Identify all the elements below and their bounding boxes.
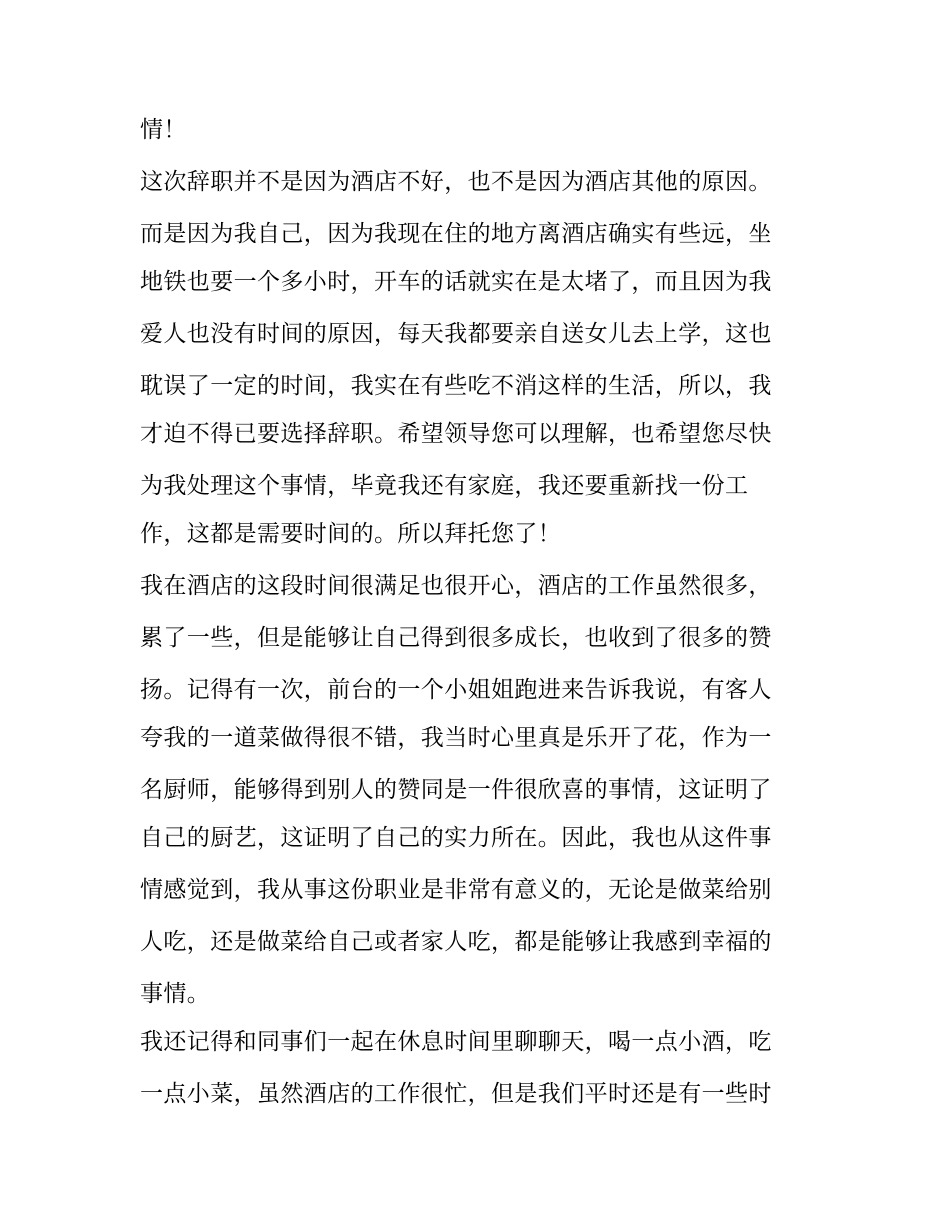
text-line: 耽误了一定的时间，我实在有些吃不消这样的生活，所以，我 — [140, 373, 772, 399]
text-line: 自己的厨艺，这证明了自己的实力所在。因此，我也从这件事 — [140, 825, 772, 851]
text-line: 名厨师，能够得到别人的赞同是一件很欣喜的事情，这证明了 — [140, 777, 772, 803]
text-line: 扬。记得有一次，前台的一个小姐姐跑进来告诉我说，有客人 — [140, 677, 772, 703]
text-line: 才迫不得已要选择辞职。希望领导您可以理解，也希望您尽快 — [140, 421, 772, 447]
text-line: 地铁也要一个多小时，开车的话就实在是太堵了，而且因为我 — [140, 269, 772, 295]
text-line: 夸我的一道菜做得很不错，我当时心里真是乐开了花，作为一 — [140, 725, 772, 751]
text-line: 而是因为我自己，因为我现在住的地方离酒店确实有些远，坐 — [140, 221, 772, 247]
text-line: 人吃，还是做菜给自己或者家人吃，都是能够让我感到幸福的 — [140, 929, 772, 955]
text-line: 为我处理这个事情，毕竟我还有家庭，我还要重新找一份工 — [140, 473, 749, 499]
text-line: 情！ — [140, 117, 187, 143]
text-line: 我在酒店的这段时间很满足也很开心，酒店的工作虽然很多， — [140, 573, 772, 599]
text-line: 事情。 — [140, 981, 211, 1007]
text-line: 一点小菜，虽然酒店的工作很忙，但是我们平时还是有一些时 — [140, 1081, 772, 1107]
text-line: 爱人也没有时间的原因，每天我都要亲自送女儿去上学，这也 — [140, 321, 772, 347]
text-line: 我还记得和同事们一起在休息时间里聊聊天，喝一点小酒，吃 — [140, 1029, 772, 1055]
text-line: 这次辞职并不是因为酒店不好，也不是因为酒店其他的原因。 — [140, 169, 772, 195]
text-line: 累了一些，但是能够让自己得到很多成长，也收到了很多的赞 — [140, 625, 772, 651]
text-line: 情感觉到，我从事这份职业是非常有意义的，无论是做菜给别 — [140, 877, 772, 903]
text-line: 作，这都是需要时间的。所以拜托您了！ — [140, 521, 562, 547]
